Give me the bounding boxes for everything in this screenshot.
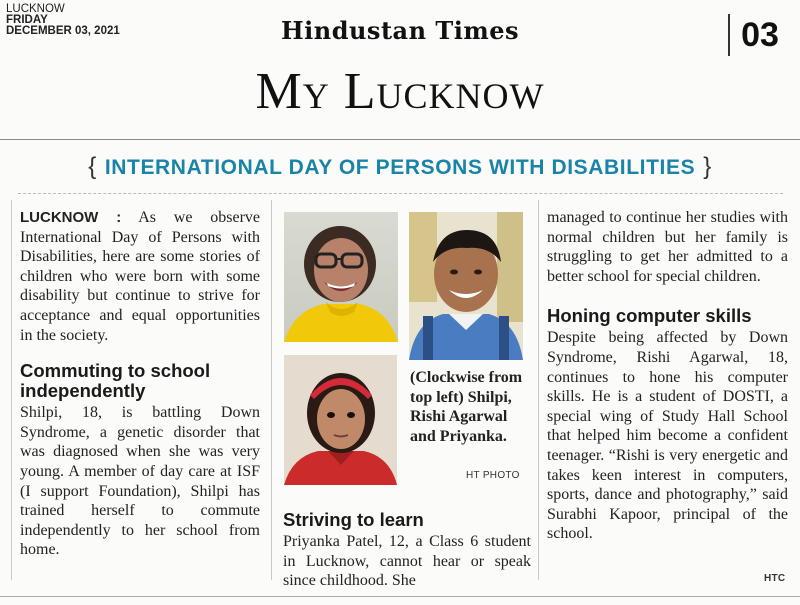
column-3	[547, 208, 788, 544]
dateline-city: LUCKNOW	[6, 3, 65, 15]
story2-heading: Striving to learn	[283, 509, 424, 530]
page-number: 03	[728, 14, 790, 56]
section-title: My Lucknow	[255, 63, 545, 120]
column-rule-1	[271, 200, 272, 580]
story2-continuation: managed to continue her studies with normal children but her family is struggling to get her admitted to a better school for special children.	[547, 209, 788, 285]
header-divider	[0, 139, 800, 140]
story1-text: Shilpi, 18, is battling Down Syndrome, a genetic disorder that was diagnosed when she was very young. A member of day care at ISF (I support Foundation), Shilpi has trained herself to commute independently to her school from home.	[20, 404, 260, 559]
topic-banner	[0, 153, 800, 181]
photo-shilpi	[284, 212, 398, 342]
story3-text: Despite being affected by Down Syndrome, Rishi Agarwal, 18, continues to hone his computer skills. He is a student of DOSTI, a special wing of Study Hall School that helped him become a confident teenager. “Rishi is very energetic and takes keen interest in computers, sports, dance and photography,” said Surabhi Kapoor, principal of the school.	[547, 329, 788, 543]
photo-rishi	[409, 212, 523, 360]
dateline-day: FRIDAY	[6, 14, 48, 26]
column-2	[283, 510, 531, 591]
left-column-rule	[11, 200, 12, 580]
dateline-date: DECEMBER 03, 2021	[6, 25, 120, 37]
intro-text: As we observe International Day of Persons with Disabilities, here are some stories of children who were born with some disability but continue to strive for acceptance and equal opportunities in the society.	[20, 209, 260, 344]
story3-credit: HTC	[764, 573, 786, 584]
intro-paragraph	[20, 208, 260, 345]
photo-credit: HT PHOTO	[466, 470, 520, 481]
story1-heading: Commuting to school independently	[20, 360, 211, 402]
newspaper-masthead: Hindustan Times	[280, 16, 520, 45]
photo-caption: (Clockwise from top left) Shilpi, Rishi Agarwal and Priyanka.	[410, 369, 523, 445]
column-1	[20, 208, 260, 560]
story3-heading: Honing computer skills	[547, 305, 752, 327]
intro-lead: LUCKNOW :	[20, 209, 122, 226]
banner-divider	[18, 193, 783, 194]
banner-close-brace: }	[703, 153, 712, 180]
banner-open-brace: {	[88, 153, 97, 180]
bottom-divider	[0, 596, 800, 597]
banner-text: INTERNATIONAL DAY OF PERSONS WITH DISABILITIES	[104, 156, 696, 179]
photo-priyanka	[284, 355, 397, 485]
story2-text: Priyanka Patel, 12, a Class 6 student in Lucknow, cannot hear or speak since childhood. She	[283, 533, 531, 590]
column-rule-2	[538, 200, 539, 580]
